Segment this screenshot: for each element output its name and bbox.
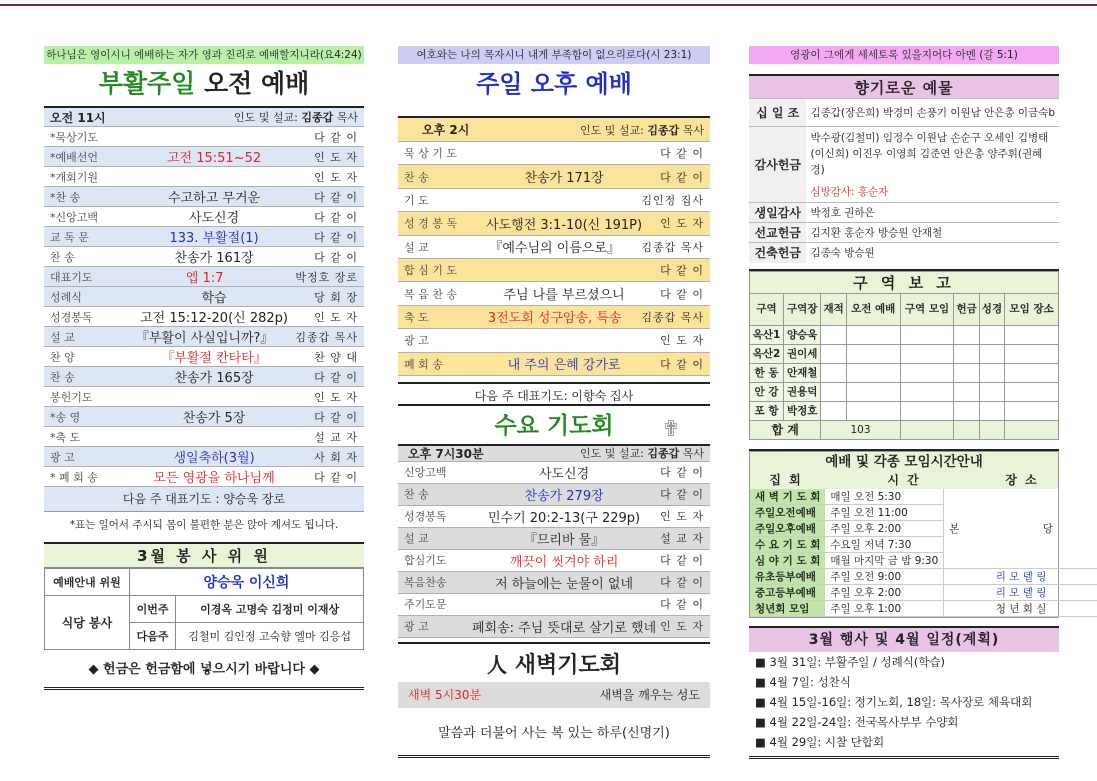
order-item-content: 찬송가 161장 xyxy=(174,251,254,266)
order-item-label: 광 고 xyxy=(50,450,75,464)
report-cell xyxy=(900,363,954,382)
order-row xyxy=(398,550,710,572)
offering-names: 김종갑(장은희) 박경미 손풍기 이원남 안은총 이금숙b xyxy=(806,99,1059,127)
order-item-label: 성경봉독 xyxy=(404,510,447,524)
report-cell: 포 항 xyxy=(750,401,784,420)
order-row xyxy=(44,187,364,207)
report-header: 헌금 xyxy=(954,293,979,325)
report-header: 성경 xyxy=(979,293,1004,325)
report-cell xyxy=(954,363,979,382)
morning-service-column xyxy=(44,46,364,690)
report-cell xyxy=(954,382,979,401)
report-cell xyxy=(979,382,1004,401)
prayer-figure-icon: 人 xyxy=(487,652,508,677)
order-row xyxy=(44,147,364,167)
report-cell: 옥산1 xyxy=(750,325,784,344)
offering-title: 향기로운 예물 xyxy=(749,74,1059,98)
report-cell xyxy=(821,382,846,401)
leader-title: 목사 xyxy=(682,447,704,461)
order-item-leader: 다 같 이 xyxy=(660,576,704,590)
meeting-time: 주일 오전 11:00 xyxy=(825,505,943,521)
order-item-label: 설 교 xyxy=(404,532,429,546)
report-cell xyxy=(979,344,1004,363)
order-list xyxy=(44,127,364,487)
report-header: 오전 예배 xyxy=(846,293,900,325)
report-cell xyxy=(1005,401,1059,420)
order-item-content: 사도신경 xyxy=(538,466,590,482)
schedule-title: 3월 행사 및 4월 일정(계획) xyxy=(749,628,1059,652)
order-row xyxy=(398,259,710,282)
leader-label: 인도 및 설교: xyxy=(580,447,644,461)
report-cell xyxy=(900,325,954,344)
order-row xyxy=(44,307,364,327)
afternoon-header xyxy=(398,116,710,142)
order-item-content: 엡 1:7 xyxy=(185,271,224,286)
meeting-header-place: 장 소 xyxy=(1005,472,1039,487)
order-item-leader: 다 같 이 xyxy=(660,170,704,184)
order-item-leader: 찬 양 대 xyxy=(314,350,358,364)
order-item-leader: 다 같 이 xyxy=(660,287,704,301)
order-item-label: 찬 양 xyxy=(50,350,75,364)
order-item-label: 설 교 xyxy=(50,330,75,344)
meeting-schedule xyxy=(749,451,1093,619)
meeting-time: 주일 오후 1:00 xyxy=(825,601,943,617)
visit-thanks: 심방감사: 홍순자 xyxy=(810,185,889,198)
order-row xyxy=(398,329,710,352)
order-item-label: 합 심 기 도 xyxy=(404,264,457,278)
leader-label: 인도 및 설교: xyxy=(234,111,298,124)
order-item-label: 축 도 xyxy=(404,310,429,324)
dawn-quote: 말씀과 더불어 사는 복 있는 하루(신명기) xyxy=(398,708,710,758)
report-cell xyxy=(821,344,846,363)
report-cell: 권이세 xyxy=(784,344,821,363)
order-item-leader: 인 도 자 xyxy=(314,310,358,324)
meeting-header-time: 시 간 xyxy=(887,472,921,487)
meeting-name: 유초등부예배 xyxy=(750,569,825,585)
order-item-leader: 다 같 이 xyxy=(314,190,358,204)
report-cell: 박정호 xyxy=(784,401,821,420)
report-cell xyxy=(954,344,979,363)
leader-title: 목사 xyxy=(336,111,358,124)
report-cell xyxy=(900,382,954,401)
order-item-leader: 인 도 자 xyxy=(660,217,704,231)
order-item-leader: 다 같 이 xyxy=(314,230,358,244)
order-item-leader: 당 회 장 xyxy=(314,290,358,304)
order-item-label: *신앙고백 xyxy=(50,210,99,224)
page-title xyxy=(44,64,364,106)
order-item-content: 찬송가 5장 xyxy=(182,411,246,426)
order-row xyxy=(44,227,364,247)
report-cell xyxy=(979,363,1004,382)
meeting-name: 주일오전예배 xyxy=(750,505,825,521)
order-item-content: 『부활절 칸타타』 xyxy=(161,351,267,366)
volunteer-table xyxy=(44,568,364,650)
order-item-leader: 설 교 자 xyxy=(660,532,704,546)
order-item-leader: 다 같 이 xyxy=(660,554,704,568)
order-row xyxy=(398,484,710,506)
meeting-place: 리 모 델 링 xyxy=(944,569,1097,585)
afternoon-service-column xyxy=(398,46,710,758)
order-row xyxy=(44,367,364,387)
order-item-content: 깨끗이 씻겨야 하리 xyxy=(509,554,619,570)
order-row xyxy=(44,127,364,147)
report-cell: 양승욱 xyxy=(784,325,821,344)
title-rest: 오전 예배 xyxy=(195,69,310,98)
report-cell xyxy=(900,344,954,363)
order-item-label: 복음찬송 xyxy=(404,576,447,590)
order-item-content: 고전 15:12-20(신 282p) xyxy=(140,311,288,326)
meeting-time: 주일 오후 2:00 xyxy=(825,521,943,537)
order-item-label: *송 영 xyxy=(50,410,81,424)
order-row xyxy=(44,347,364,367)
report-cell: 한 동 xyxy=(750,363,784,382)
guide-names: 양승욱 이신희 xyxy=(129,569,363,596)
verse-banner: 영광이 그에게 세세토록 있을지어다 아멘 (갈 5:1) xyxy=(749,46,1059,64)
order-row xyxy=(44,327,364,347)
church-icon: ✟ xyxy=(661,416,680,442)
service-time: 오전 11시 xyxy=(50,110,106,125)
order-item-content: 주님 나를 부르셨으니 xyxy=(503,288,625,304)
order-row xyxy=(398,616,710,638)
report-header: 구역 모임 xyxy=(900,293,954,325)
order-item-leader: 인 도 자 xyxy=(660,334,704,348)
report-cell xyxy=(821,363,846,382)
order-row xyxy=(398,165,710,188)
report-cell xyxy=(954,401,979,420)
order-row xyxy=(44,167,364,187)
order-item-leader: 인 도 자 xyxy=(660,510,704,524)
order-row xyxy=(44,287,364,307)
schedule-item: ■ 4월 29일: 시찰 단합회 xyxy=(755,735,885,749)
week2-label: 다음주 xyxy=(129,623,175,650)
district-report-table xyxy=(749,271,1059,440)
order-item-content: 『예수님의 이름으로』 xyxy=(489,241,620,257)
order-item-leader: 다 같 이 xyxy=(314,250,358,264)
order-item-leader: 다 같 이 xyxy=(660,598,704,612)
meeting-table xyxy=(750,489,1097,618)
report-cell xyxy=(900,401,954,420)
afternoon-order-list xyxy=(398,142,710,376)
order-item-leader: 다 같 이 xyxy=(314,470,358,484)
order-item-label: 광 고 xyxy=(404,334,429,348)
order-row xyxy=(44,427,364,447)
order-item-content: 폐회송: 주님 뜻대로 살기로 했네 xyxy=(471,620,657,636)
report-header: 모임 장소 xyxy=(1005,293,1059,325)
dawn-title xyxy=(398,642,710,682)
order-item-leader: 다 같 이 xyxy=(660,488,704,502)
order-item-leader: 다 같 이 xyxy=(314,130,358,144)
afternoon-title: 주일 오후 예배 xyxy=(476,70,632,98)
meeting-time: 주일 오전 9:00 xyxy=(825,569,943,585)
report-cell: 안재철 xyxy=(784,363,821,382)
order-row xyxy=(44,267,364,287)
service-header xyxy=(44,106,364,127)
order-row xyxy=(398,462,710,484)
meeting-title: 예배 및 각종 모임시간안내 xyxy=(750,452,1058,472)
order-item-label: 찬 송 xyxy=(404,488,429,502)
order-row xyxy=(44,247,364,267)
verse-banner: 여호와는 나의 목자시니 내게 부족함이 없으리로다(시 23:1) xyxy=(398,46,710,64)
offering-label: 생일감사 xyxy=(749,203,806,223)
order-item-leader: 인 도 자 xyxy=(660,620,704,634)
offering-label: 감사헌금 xyxy=(749,127,806,203)
order-item-label: 대표기도 xyxy=(50,270,93,284)
report-cell xyxy=(1005,344,1059,363)
order-item-content: 고전 15:51~52 xyxy=(166,151,262,166)
order-item-label: *축 도 xyxy=(50,430,81,444)
meeting-place: 리 모 델 링 xyxy=(944,585,1097,601)
report-cell xyxy=(1005,382,1059,401)
order-item-label: 찬 송 xyxy=(404,170,429,184)
order-item-label: 광 고 xyxy=(404,620,429,634)
report-cell xyxy=(846,325,900,344)
order-item-leader: 다 같 이 xyxy=(660,357,704,371)
kitchen-label: 식당 봉사 xyxy=(45,596,130,650)
title-easter: 부활주일 xyxy=(98,69,196,98)
leader-name: 김종갑 xyxy=(301,111,334,124)
verse-banner: 하나님은 영이시니 예배하는 자가 영과 진리로 예배할지니라(요4:24) xyxy=(44,46,364,64)
week2-names: 김철미 김인정 고숙향 엘마 김응섭 xyxy=(176,623,364,650)
schedule-item: ■ 4월 15일-16일: 정기노회, 18일: 목사장로 체육대회 xyxy=(755,695,1033,709)
order-item-label: 신앙고백 xyxy=(404,466,447,480)
report-cell xyxy=(846,382,900,401)
total-value: 103 xyxy=(821,420,900,439)
order-row xyxy=(44,387,364,407)
total-label: 합 계 xyxy=(750,420,821,439)
leader-name: 김종갑 xyxy=(647,447,680,461)
order-row xyxy=(44,447,364,467)
order-row xyxy=(398,353,710,376)
standing-note: *표는 일어서 주시되 몸이 불편한 분은 앉아 계셔도 됩니다. xyxy=(69,519,339,531)
order-row xyxy=(398,189,710,212)
order-row xyxy=(398,528,710,550)
next-prayer: 다음 주 대표기도 : 양승욱 장로 xyxy=(44,487,364,512)
afternoon-time: 오후 2시 xyxy=(422,123,470,137)
order-item-content: 수고하고 무거운 xyxy=(168,191,261,206)
meeting-name: 수 요 기 도 회 xyxy=(750,537,825,553)
report-cell: 권용덕 xyxy=(784,382,821,401)
order-item-label: 설 교 xyxy=(404,240,429,254)
order-item-content: 학습 xyxy=(201,291,227,306)
order-item-label: 성례식 xyxy=(50,290,82,304)
order-row xyxy=(398,142,710,165)
leader-name: 김종갑 xyxy=(647,123,680,137)
meeting-name: 새 벽 기 도 회 xyxy=(750,489,825,505)
report-header: 구역장 xyxy=(784,293,821,325)
schedule-text: 3월 31일: 부활주일 / 성례식(학습) xyxy=(769,655,946,669)
order-item-label: 폐 회 송 xyxy=(404,357,443,371)
afternoon-next-prayer: 다음 주 대표기도: 이향숙 집사 xyxy=(398,382,710,406)
order-row xyxy=(398,506,710,528)
order-item-content: 찬송가 279장 xyxy=(524,488,604,504)
dawn-name: 새벽을 깨우는 성도 xyxy=(599,687,700,702)
meeting-name: 중고등부예배 xyxy=(750,585,825,601)
report-cell xyxy=(846,344,900,363)
order-item-content: 『부활이 사실입니까?』 xyxy=(135,331,274,346)
schedule-item: ■ 3월 31일: 부활주일 / 성례식(학습) xyxy=(755,655,946,669)
order-row xyxy=(44,467,364,487)
report-cell xyxy=(846,401,900,420)
report-cell xyxy=(846,363,900,382)
order-row xyxy=(398,594,710,616)
guide-label: 예배안내 위원 xyxy=(45,569,130,596)
schedule-item: ■ 4월 22일-24일: 전국목사부부 수양회 xyxy=(755,715,959,729)
order-item-content: 모든 영광을 하나님께 xyxy=(153,471,275,486)
order-item-label: 주기도문 xyxy=(404,598,447,612)
schedule-list xyxy=(749,652,1059,752)
order-item-label: 성경봉독 xyxy=(50,310,93,324)
order-item-label: 봉헌기도 xyxy=(50,390,93,404)
order-item-label: 복 음 찬 송 xyxy=(404,287,457,301)
meeting-time: 매월 마지막 금 밤 9:30 xyxy=(825,553,943,569)
dawn-row xyxy=(398,682,710,708)
wednesday-title-text: 수요 기도회 xyxy=(494,412,614,439)
order-row xyxy=(44,407,364,427)
order-item-leader: 다 같 이 xyxy=(660,466,704,480)
report-cell xyxy=(821,325,846,344)
report-cell: 안 강 xyxy=(750,382,784,401)
offering-note: ◆ 헌금은 헌금함에 넣으시기 바랍니다 ◆ xyxy=(44,650,364,690)
order-item-label: *묵상기도 xyxy=(50,130,99,144)
meeting-time: 주일 오후 2:00 xyxy=(825,585,943,601)
order-item-content: 사도신경 xyxy=(188,211,240,226)
order-item-leader: 다 같 이 xyxy=(660,264,704,278)
order-item-leader: 김종갑 목사 xyxy=(295,330,358,344)
top-border xyxy=(0,4,1097,6)
offering-names: 박정호 권하은 xyxy=(806,203,1059,223)
order-item-leader: 김종갑 목사 xyxy=(641,240,704,254)
wednesday-title xyxy=(398,406,710,444)
order-item-label: 성 경 봉 독 xyxy=(404,217,457,231)
order-item-leader: 다 같 이 xyxy=(314,210,358,224)
meeting-place: 본 당 xyxy=(944,489,1097,569)
report-cell xyxy=(979,401,1004,420)
dawn-time: 새벽 5시30분 xyxy=(408,687,482,702)
order-row xyxy=(44,207,364,227)
meeting-time: 수요일 저녁 7:30 xyxy=(825,537,943,553)
order-item-leader: 다 같 이 xyxy=(314,410,358,424)
meeting-header-assembly: 집 회 xyxy=(769,472,803,487)
order-item-content: 생일축하(3월) xyxy=(173,451,255,466)
leader-title: 목사 xyxy=(682,123,704,137)
order-item-leader: 박정호 장로 xyxy=(295,270,358,284)
order-item-leader: 설 교 자 xyxy=(314,430,358,444)
report-cell xyxy=(1005,363,1059,382)
order-item-leader: 사 회 자 xyxy=(314,450,358,464)
schedule-text: 4월 29일: 시찰 단합회 xyxy=(769,735,885,749)
meeting-place: 청 년 회 실 xyxy=(944,601,1097,617)
report-cell: 옥산2 xyxy=(750,344,784,363)
order-item-content: 찬송가 165장 xyxy=(174,371,254,386)
order-item-leader: 다 같 이 xyxy=(314,370,358,384)
order-item-content: 133. 부활절(1) xyxy=(169,231,259,246)
report-cell xyxy=(821,401,846,420)
schedule-text: 4월 7일: 성찬식 xyxy=(769,675,851,689)
order-item-label: 기 도 xyxy=(404,193,429,207)
order-item-content: 『므리바 물』 xyxy=(523,532,605,548)
offering-names: 김종숙 방승원 xyxy=(806,243,1059,263)
order-item-label: *찬 송 xyxy=(50,190,81,204)
offering-names: 김지환 홍순자 방승원 안재철 xyxy=(806,223,1059,243)
week1-names: 이경옥 고명숙 김정미 이재상 xyxy=(176,596,364,623)
announcements-column xyxy=(749,46,1093,759)
schedule-text: 4월 22일-24일: 전국목사부부 수양회 xyxy=(769,715,959,729)
order-row xyxy=(398,282,710,305)
order-row xyxy=(398,306,710,329)
report-cell xyxy=(979,325,1004,344)
schedule-item: ■ 4월 7일: 성찬식 xyxy=(755,675,851,689)
order-item-leader: 김인정 집사 xyxy=(641,193,704,207)
report-header: 구역 xyxy=(750,293,784,325)
order-item-content: 내 주의 은혜 강가로 xyxy=(507,358,621,374)
dawn-title-text: 새벽기도회 xyxy=(514,652,621,678)
offering-names: 박수광(김철미) 임정수 이원남 손순구 오세인 김병태(이신희) 이진우 이영희 김준연 안은총 양주휘(권혜경) xyxy=(810,131,1049,176)
meeting-time: 매일 오전 5:30 xyxy=(825,489,943,505)
order-item-leader: 인 도 자 xyxy=(314,170,358,184)
wednesday-order-list xyxy=(398,462,710,638)
order-item-label: 교 독 문 xyxy=(50,230,89,244)
order-item-leader: 인 도 자 xyxy=(314,150,358,164)
order-item-label: 합심기도 xyxy=(404,554,447,568)
offering-label: 십 일 조 xyxy=(749,99,806,127)
report-cell xyxy=(1005,325,1059,344)
meeting-name: 심 야 기 도 회 xyxy=(750,553,825,569)
meeting-headers xyxy=(750,472,1058,489)
report-title: 구 역 보 고 xyxy=(750,271,1059,293)
week1-label: 이번주 xyxy=(129,596,175,623)
order-row xyxy=(398,212,710,235)
order-item-leader: 김종갑 목사 xyxy=(641,310,704,324)
order-row xyxy=(398,572,710,594)
offering-label: 선교헌금 xyxy=(749,223,806,243)
order-row xyxy=(398,236,710,259)
meeting-name: 청년회 모임 xyxy=(750,601,825,617)
order-item-label: 찬 송 xyxy=(50,250,75,264)
service-volunteers-title: 3월 봉 사 위 원 xyxy=(44,544,364,568)
order-item-label: * 폐 회 송 xyxy=(50,470,98,484)
order-item-content: 민수기 20:2-13(구 229p) xyxy=(487,510,641,526)
order-item-leader: 인 도 자 xyxy=(314,390,358,404)
wednesday-time: 오후 7시30분 xyxy=(408,446,484,461)
order-item-content: 찬송가 171장 xyxy=(524,171,604,187)
report-header: 재적 xyxy=(821,293,846,325)
offering-label: 건축헌금 xyxy=(749,243,806,263)
order-item-label: *개회기원 xyxy=(50,170,99,184)
order-item-content: 사도행전 3:1-10(신 191P) xyxy=(486,217,643,233)
report-cell xyxy=(954,325,979,344)
order-item-label: 찬 송 xyxy=(50,370,75,384)
order-item-leader: 다 같 이 xyxy=(660,147,704,161)
order-item-label: *예배선언 xyxy=(50,150,99,164)
schedule-text: 4월 15일-16일: 정기노회, 18일: 목사장로 체육대회 xyxy=(769,695,1033,709)
offering-table xyxy=(749,98,1059,263)
order-item-label: 묵 상 기 도 xyxy=(404,147,457,161)
leader-label: 인도 및 설교: xyxy=(580,123,644,137)
meeting-name: 주일오후예배 xyxy=(750,521,825,537)
order-item-content: 저 하늘에는 눈물이 없네 xyxy=(495,576,634,592)
order-item-content: 3전도회 성구암송, 특송 xyxy=(487,311,622,327)
